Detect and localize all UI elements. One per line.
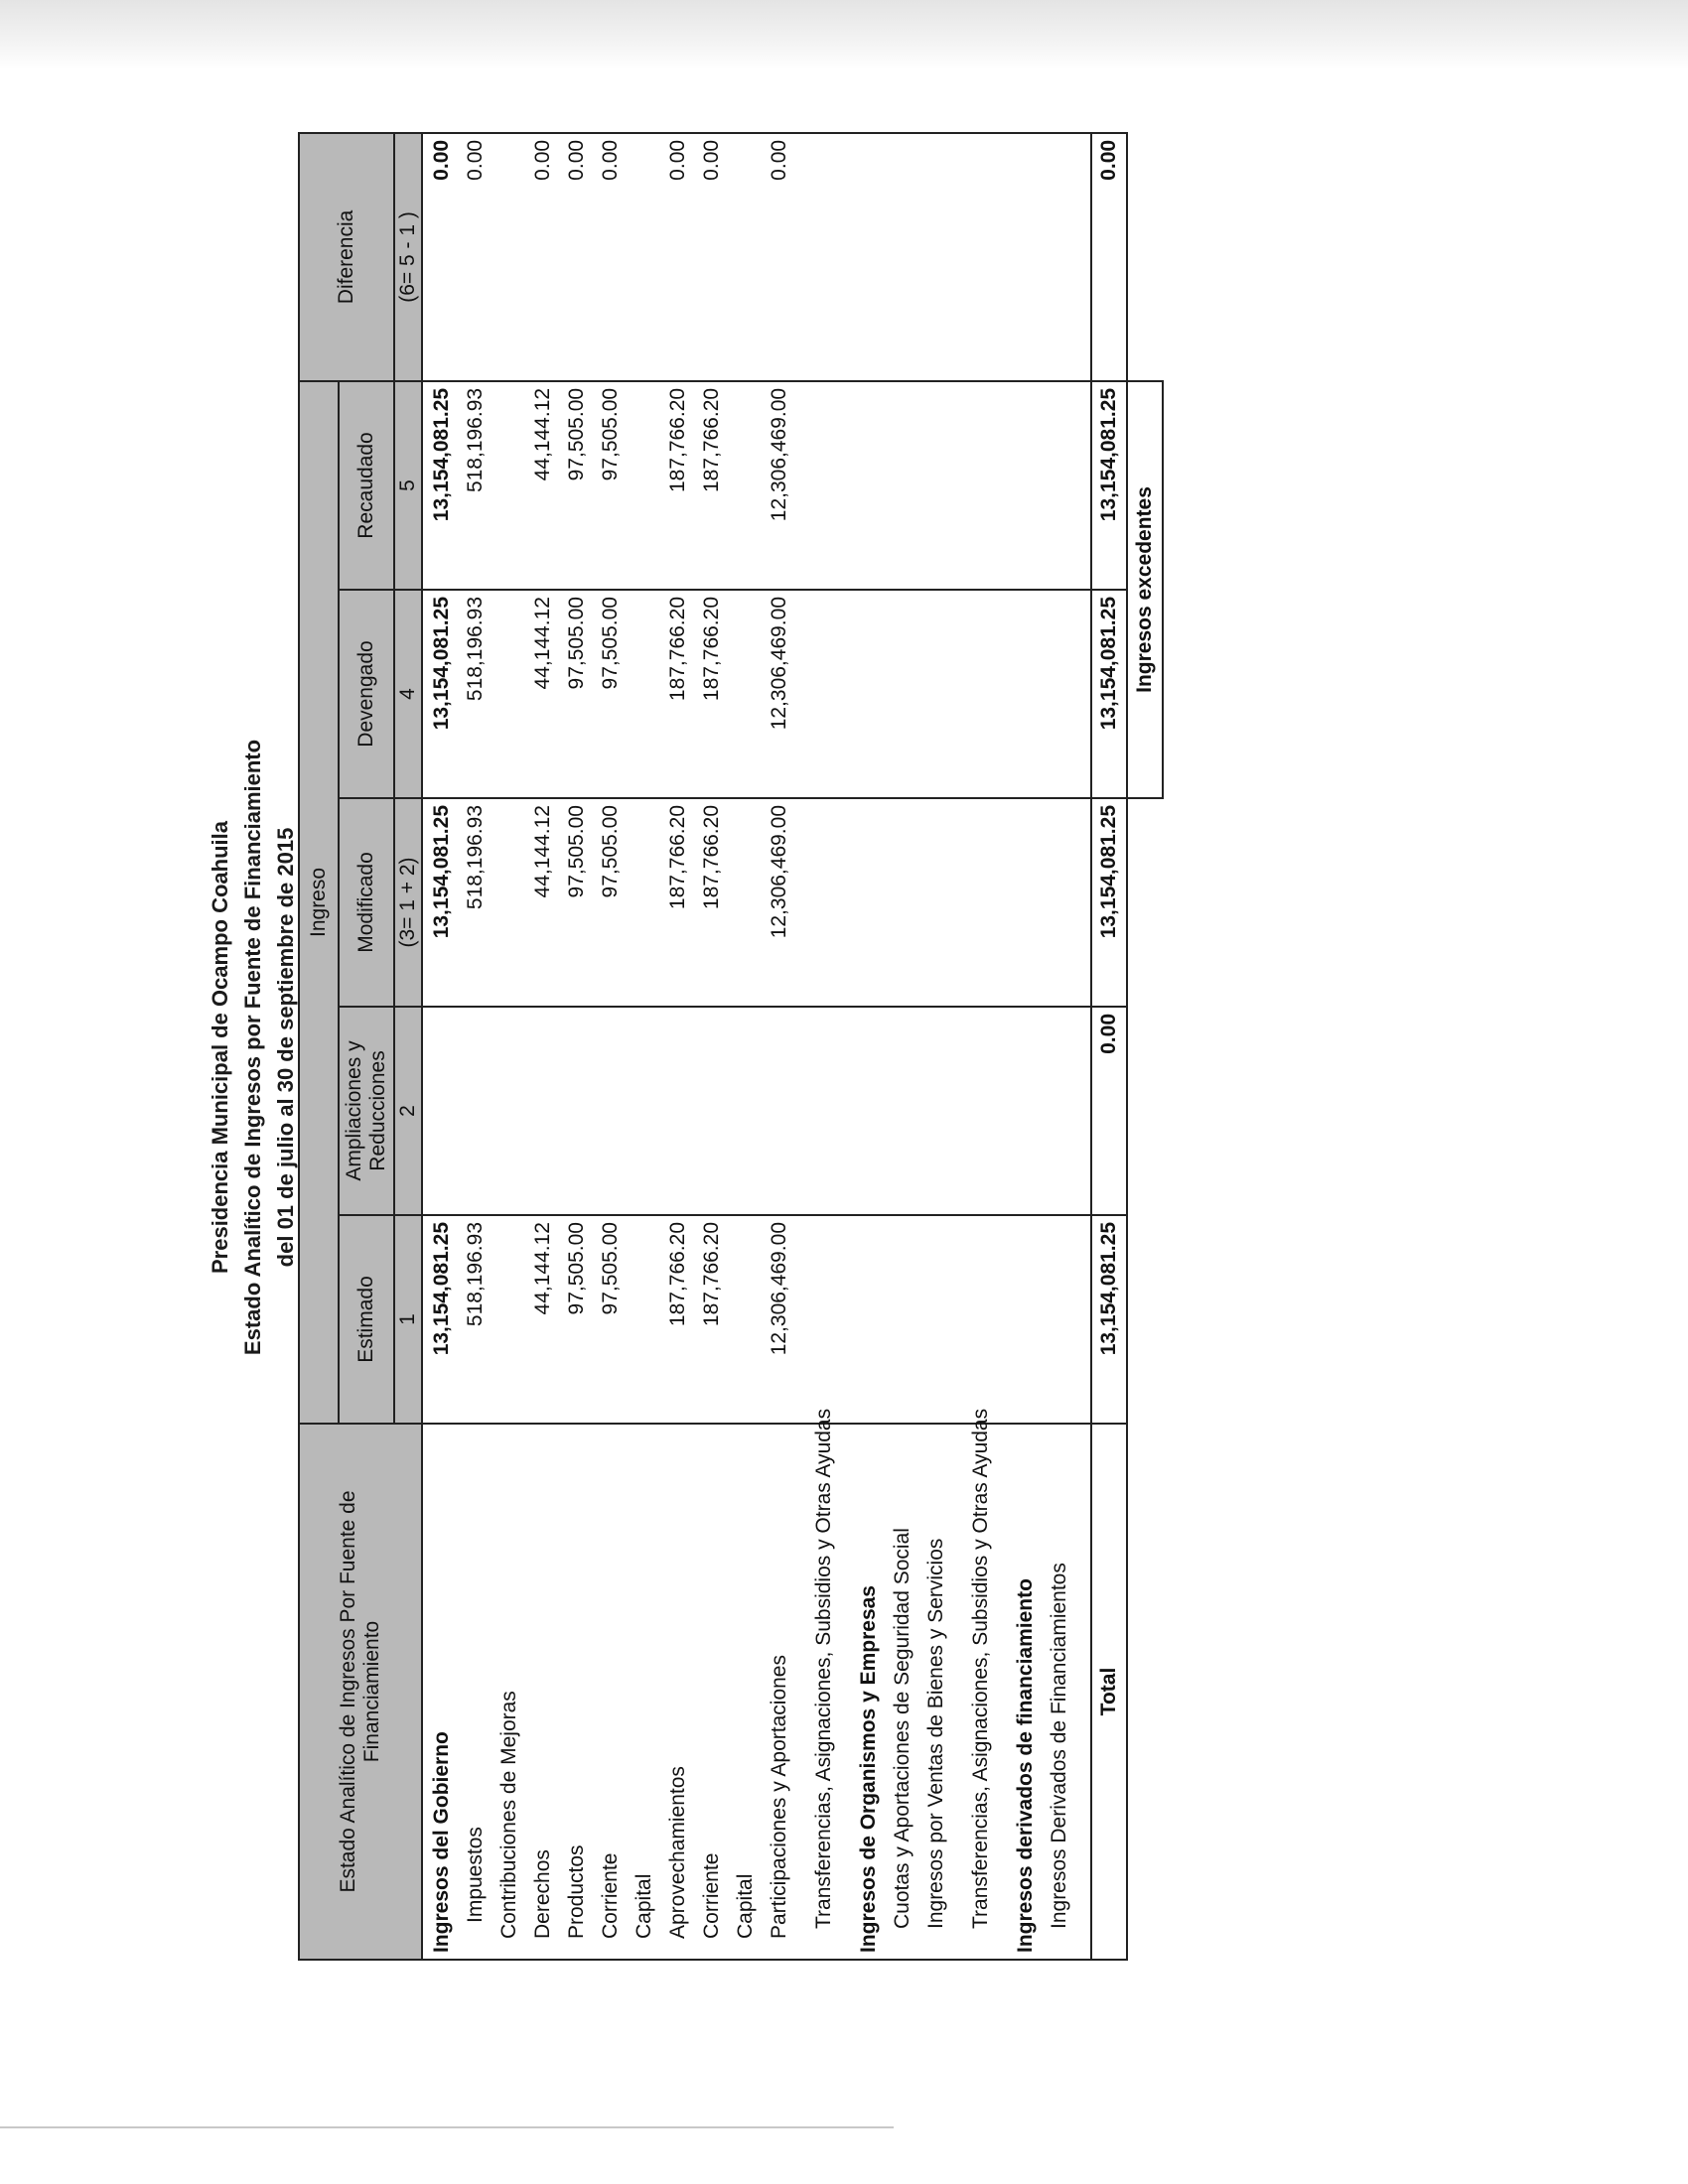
ingresos-excedentes-label: Ingresos excedentes (1127, 381, 1163, 798)
cell-recaudado (729, 381, 763, 590)
row-label: Participaciones y Aportaciones (763, 1424, 796, 1960)
table-row (796, 133, 852, 1960)
table-row (1043, 133, 1076, 1960)
total-devengado: 13,154,081.25 (1091, 590, 1127, 798)
header-diferencia: Diferencia (299, 133, 394, 381)
cell-ampliaciones (796, 1007, 852, 1215)
cell-estimado (628, 1215, 661, 1424)
cell-recaudado (886, 381, 919, 590)
row-label: Impuestos (459, 1424, 492, 1960)
cell-modificado: 187,766.20 (661, 798, 695, 1007)
cell-devengado (919, 590, 953, 798)
cell-modificado (628, 798, 661, 1007)
report-period: del 01 de julio al 30 de septiembre de 2015 (273, 827, 298, 1268)
table-spacer-row (1076, 133, 1091, 1960)
cell-devengado (729, 590, 763, 798)
cell-estimado: 187,766.20 (661, 1215, 695, 1424)
cell-estimado: 187,766.20 (695, 1215, 729, 1424)
cell-recaudado: 97,505.00 (594, 381, 628, 590)
cell-diferencia (628, 133, 661, 381)
cell-devengado: 13,154,081.25 (422, 590, 459, 798)
header-ingreso-group: Ingreso (299, 381, 339, 1424)
cell-diferencia: 0.00 (560, 133, 594, 381)
cell-estimado (796, 1215, 852, 1424)
header-num-devengado: 4 (394, 590, 422, 798)
total-estimado: 13,154,081.25 (1091, 1215, 1127, 1424)
table-row (422, 133, 459, 1960)
cell-estimado (1009, 1215, 1043, 1424)
cell-ampliaciones (459, 1007, 492, 1215)
cell-devengado: 97,505.00 (560, 590, 594, 798)
cell-diferencia: 0.00 (459, 133, 492, 381)
cell-modificado (492, 798, 526, 1007)
cell-devengado (1009, 590, 1043, 798)
header-num-recaudado: 5 (394, 381, 422, 590)
cell-modificado (919, 798, 953, 1007)
cell-ampliaciones (953, 1007, 1009, 1215)
cell-modificado (953, 798, 1009, 1007)
row-label: Transferencias, Asignaciones, Subsidios y Otras Ayudas (953, 1424, 1009, 1960)
cell-diferencia (796, 133, 852, 381)
cell-devengado (628, 590, 661, 798)
total-ampliaciones: 0.00 (1091, 1007, 1127, 1215)
row-label: Cuotas y Aportaciones de Seguridad Social (886, 1424, 919, 1960)
cell-estimado (1043, 1215, 1076, 1424)
table-row (492, 133, 526, 1960)
row-label: Capital (729, 1424, 763, 1960)
cell-devengado (886, 590, 919, 798)
footnote-row (1127, 133, 1163, 1960)
cell-ampliaciones (422, 1007, 459, 1215)
cell-recaudado (628, 381, 661, 590)
cell-estimado: 44,144.12 (526, 1215, 560, 1424)
cell-diferencia (1043, 133, 1076, 381)
cell-diferencia: 0.00 (695, 133, 729, 381)
row-label: Productos (560, 1424, 594, 1960)
table-row (763, 133, 796, 1960)
cell-recaudado: 187,766.20 (695, 381, 729, 590)
table-row (852, 133, 886, 1960)
cell-ampliaciones (729, 1007, 763, 1215)
cell-modificado (796, 798, 852, 1007)
cell-estimado (729, 1215, 763, 1424)
cell-estimado: 12,306,469.00 (763, 1215, 796, 1424)
income-table (298, 132, 1164, 1961)
cell-diferencia (852, 133, 886, 381)
cell-recaudado: 518,196.93 (459, 381, 492, 590)
cell-recaudado: 13,154,081.25 (422, 381, 459, 590)
row-label: Capital (628, 1424, 661, 1960)
rotated-page (204, 134, 1296, 1961)
cell-diferencia (886, 133, 919, 381)
cell-devengado (953, 590, 1009, 798)
cell-ampliaciones (919, 1007, 953, 1215)
row-label: Corriente (695, 1424, 729, 1960)
table-row (1009, 133, 1043, 1960)
header-num-modificado: (3= 1 + 2) (394, 798, 422, 1007)
cell-ampliaciones (852, 1007, 886, 1215)
cell-ampliaciones (695, 1007, 729, 1215)
cell-estimado (953, 1215, 1009, 1424)
cell-diferencia: 0.00 (661, 133, 695, 381)
cell-recaudado: 44,144.12 (526, 381, 560, 590)
cell-devengado: 12,306,469.00 (763, 590, 796, 798)
cell-recaudado: 187,766.20 (661, 381, 695, 590)
report-entity-title: Presidencia Municipal de Ocampo Coahuila (208, 821, 232, 1275)
header-devengado: Devengado (339, 590, 394, 798)
cell-recaudado (852, 381, 886, 590)
cell-ampliaciones (560, 1007, 594, 1215)
row-label: Corriente (594, 1424, 628, 1960)
cell-diferencia: 0.00 (526, 133, 560, 381)
cell-devengado (1043, 590, 1076, 798)
cell-recaudado (1009, 381, 1043, 590)
header-estimado: Estimado (339, 1215, 394, 1424)
cell-ampliaciones (526, 1007, 560, 1215)
total-row (1091, 133, 1127, 1960)
cell-modificado: 187,766.20 (695, 798, 729, 1007)
cell-devengado: 44,144.12 (526, 590, 560, 798)
cell-ampliaciones (1043, 1007, 1076, 1215)
table-row (526, 133, 560, 1960)
total-recaudado: 13,154,081.25 (1091, 381, 1127, 590)
cell-modificado: 97,505.00 (594, 798, 628, 1007)
header-ampliaciones: Ampliaciones y Reducciones (339, 1007, 394, 1215)
cell-diferencia: 0.00 (422, 133, 459, 381)
row-label: Derechos (526, 1424, 560, 1960)
cell-diferencia: 0.00 (763, 133, 796, 381)
cell-diferencia (492, 133, 526, 381)
cell-modificado: 97,505.00 (560, 798, 594, 1007)
cell-modificado (852, 798, 886, 1007)
cell-recaudado (953, 381, 1009, 590)
table-row (729, 133, 763, 1960)
cell-modificado: 518,196.93 (459, 798, 492, 1007)
cell-estimado (852, 1215, 886, 1424)
cell-devengado (852, 590, 886, 798)
cell-devengado: 187,766.20 (661, 590, 695, 798)
header-num-estimado: 1 (394, 1215, 422, 1424)
cell-ampliaciones (594, 1007, 628, 1215)
cell-devengado (492, 590, 526, 798)
cell-devengado: 187,766.20 (695, 590, 729, 798)
table-row (919, 133, 953, 1960)
table-row (594, 133, 628, 1960)
table-row (661, 133, 695, 1960)
table-row (695, 133, 729, 1960)
row-label: Ingresos Derivados de Financiamientos (1043, 1424, 1076, 1960)
total-modificado: 13,154,081.25 (1091, 798, 1127, 1007)
cell-recaudado (492, 381, 526, 590)
cell-estimado: 97,505.00 (560, 1215, 594, 1424)
row-label: Aprovechamientos (661, 1424, 695, 1960)
row-label: Ingresos por Ventas de Bienes y Servicios (919, 1424, 953, 1960)
cell-estimado (492, 1215, 526, 1424)
cell-diferencia (1009, 133, 1043, 381)
cell-modificado (729, 798, 763, 1007)
header-num-ampliaciones: 2 (394, 1007, 422, 1215)
row-label: Ingresos de Organismos y Empresas (852, 1424, 886, 1960)
table-row (953, 133, 1009, 1960)
table-row (886, 133, 919, 1960)
cell-modificado (1009, 798, 1043, 1007)
header-recaudado: Recaudado (339, 381, 394, 590)
row-label: Ingresos del Gobierno (422, 1424, 459, 1960)
table-row (459, 133, 492, 1960)
cell-diferencia (953, 133, 1009, 381)
cell-ampliaciones (661, 1007, 695, 1215)
cell-recaudado (919, 381, 953, 590)
cell-recaudado: 12,306,469.00 (763, 381, 796, 590)
scan-top-shadow (0, 0, 1688, 69)
cell-devengado (796, 590, 852, 798)
cell-ampliaciones (1009, 1007, 1043, 1215)
cell-estimado (886, 1215, 919, 1424)
cell-ampliaciones (628, 1007, 661, 1215)
row-label: Ingresos derivados de financiamiento (1009, 1424, 1043, 1960)
table-row (560, 133, 594, 1960)
cell-recaudado (1043, 381, 1076, 590)
cell-devengado: 518,196.93 (459, 590, 492, 798)
total-diferencia: 0.00 (1091, 133, 1127, 381)
cell-modificado: 13,154,081.25 (422, 798, 459, 1007)
row-label: Contribuciones de Mejoras (492, 1424, 526, 1960)
cell-ampliaciones (492, 1007, 526, 1215)
report-title: Estado Analítico de Ingresos por Fuente de Financiamiento (240, 739, 265, 1356)
cell-modificado: 12,306,469.00 (763, 798, 796, 1007)
cell-recaudado (796, 381, 852, 590)
cell-recaudado: 97,505.00 (560, 381, 594, 590)
cell-estimado (919, 1215, 953, 1424)
cell-diferencia (919, 133, 953, 381)
cell-modificado (886, 798, 919, 1007)
cell-diferencia (729, 133, 763, 381)
cell-diferencia: 0.00 (594, 133, 628, 381)
row-label: Transferencias, Asignaciones, Subsidios y Otras Ayudas (796, 1424, 852, 1960)
header-modificado: Modificado (339, 798, 394, 1007)
header-concept: Estado Analítico de Ingresos Por Fuente de Financiamiento (299, 1424, 422, 1960)
cell-estimado: 13,154,081.25 (422, 1215, 459, 1424)
table-row (628, 133, 661, 1960)
cell-ampliaciones (886, 1007, 919, 1215)
cell-estimado: 518,196.93 (459, 1215, 492, 1424)
cell-modificado: 44,144.12 (526, 798, 560, 1007)
cell-estimado: 97,505.00 (594, 1215, 628, 1424)
cell-ampliaciones (763, 1007, 796, 1215)
scan-bottom-line (0, 2126, 894, 2128)
header-num-diferencia: (6= 5 - 1 ) (394, 133, 422, 381)
cell-devengado: 97,505.00 (594, 590, 628, 798)
cell-modificado (1043, 798, 1076, 1007)
total-label: Total (1091, 1424, 1127, 1960)
